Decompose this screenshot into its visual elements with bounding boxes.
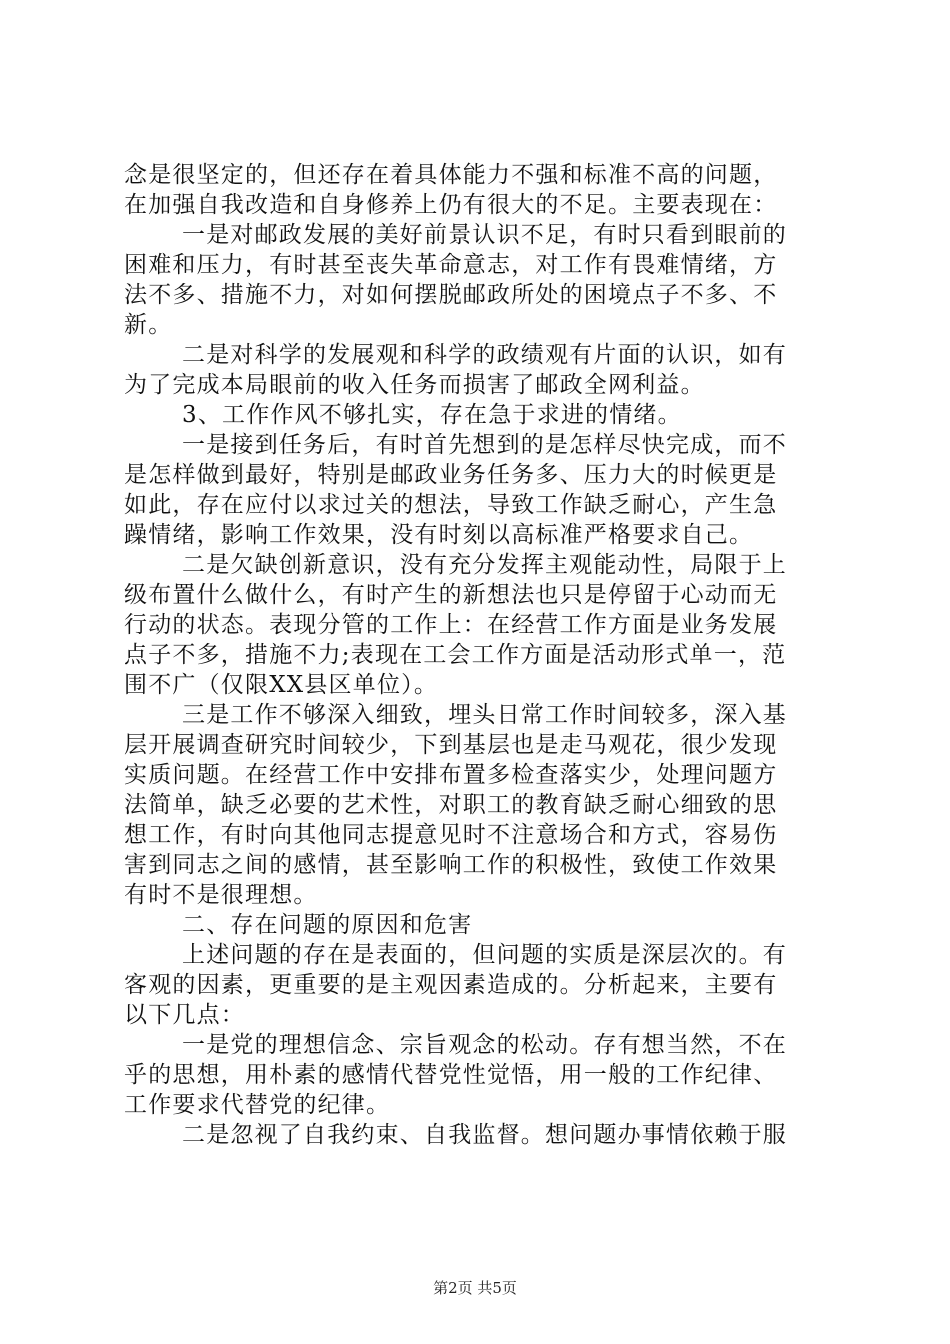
text-line: 躁情绪，影响工作效果，没有时刻以高标准严格要求自己。 <box>124 522 754 548</box>
text-line: 法不多、措施不力，对如何摆脱邮政所处的困境点子不多、不 <box>124 282 778 308</box>
text-line: 为了完成本局眼前的收入任务而损害了邮政全网利益。 <box>124 372 705 398</box>
text-line: 工作要求代替党的纪律。 <box>124 1092 391 1118</box>
paragraph-start-line: 一是接到任务后，有时首先想到的是怎样尽快完成，而不 <box>182 432 787 458</box>
paragraph-start-line: 二是忽视了自我约束、自我监督。想问题办事情依赖于服 <box>182 1122 787 1148</box>
section-heading: 二、存在问题的原因和危害 <box>182 912 473 938</box>
text-line: 级布置什么做什么，有时产生的新想法也只是停留于心动而无 <box>124 582 778 608</box>
text-line: 行动的状态。表现分管的工作上：在经营工作方面是业务发展 <box>124 612 778 638</box>
text-line: 是怎样做到最好，特别是邮政业务任务多、压力大的时候更是 <box>124 462 778 488</box>
paragraph-start-line: 二是对科学的发展观和科学的政绩观有片面的认识，如有 <box>182 342 787 368</box>
text-line: 有时不是很理想。 <box>124 882 318 908</box>
text-line: 以下几点： <box>124 1002 245 1028</box>
page-number-footer: 第2页 共5页 <box>433 1279 517 1297</box>
text-line: 困难和压力，有时甚至丧失革命意志，对工作有畏难情绪，方 <box>124 252 778 278</box>
text-line: 想工作，有时向其他同志提意见时不注意场合和方式，容易伤 <box>124 822 778 848</box>
document-body <box>124 160 836 1150</box>
text-line: 实质问题。在经营工作中安排布置多检查落实少，处理问题方 <box>124 762 778 788</box>
paragraph-start-line: 一是党的理想信念、宗旨观念的松动。存有想当然，不在 <box>182 1032 787 1058</box>
paragraph-start-line: 上述问题的存在是表面的，但问题的实质是深层次的。有 <box>182 942 787 968</box>
text-line: 围不广（仅限XX县区单位）。 <box>124 672 439 698</box>
paragraph-start-line: 二是欠缺创新意识，没有充分发挥主观能动性，局限于上 <box>182 552 787 578</box>
text-line: 念是很坚定的，但还存在着具体能力不强和标准不高的问题， <box>124 162 778 188</box>
paragraph-start-line: 一是对邮政发展的美好前景认识不足，有时只看到眼前的 <box>182 222 787 248</box>
text-line: 乎的思想，用朴素的感情代替党性觉悟，用一般的工作纪律、 <box>124 1062 778 1088</box>
text-line: 点子不多，措施不力;表现在工会工作方面是活动形式单一，范 <box>124 642 787 668</box>
text-line: 新。 <box>124 312 173 338</box>
text-line: 如此，存在应付以求过关的想法，导致工作缺乏耐心，产生急 <box>124 492 778 518</box>
section-heading: 3、工作作风不够扎实，存在急于求进的情绪。 <box>182 402 682 428</box>
text-line: 害到同志之间的感情，甚至影响工作的积极性，致使工作效果 <box>124 852 778 878</box>
text-line: 客观的因素，更重要的是主观因素造成的。分析起来，主要有 <box>124 972 778 998</box>
text-line: 法简单，缺乏必要的艺术性，对职工的教育缺乏耐心细致的思 <box>124 792 778 818</box>
text-line: 层开展调查研究时间较少，下到基层也是走马观花，很少发现 <box>124 732 778 758</box>
paragraph-start-line: 三是工作不够深入细致，埋头日常工作时间较多，深入基 <box>182 702 787 728</box>
text-line: 在加强自我改造和自身修养上仍有很大的不足。主要表现在： <box>124 192 778 218</box>
